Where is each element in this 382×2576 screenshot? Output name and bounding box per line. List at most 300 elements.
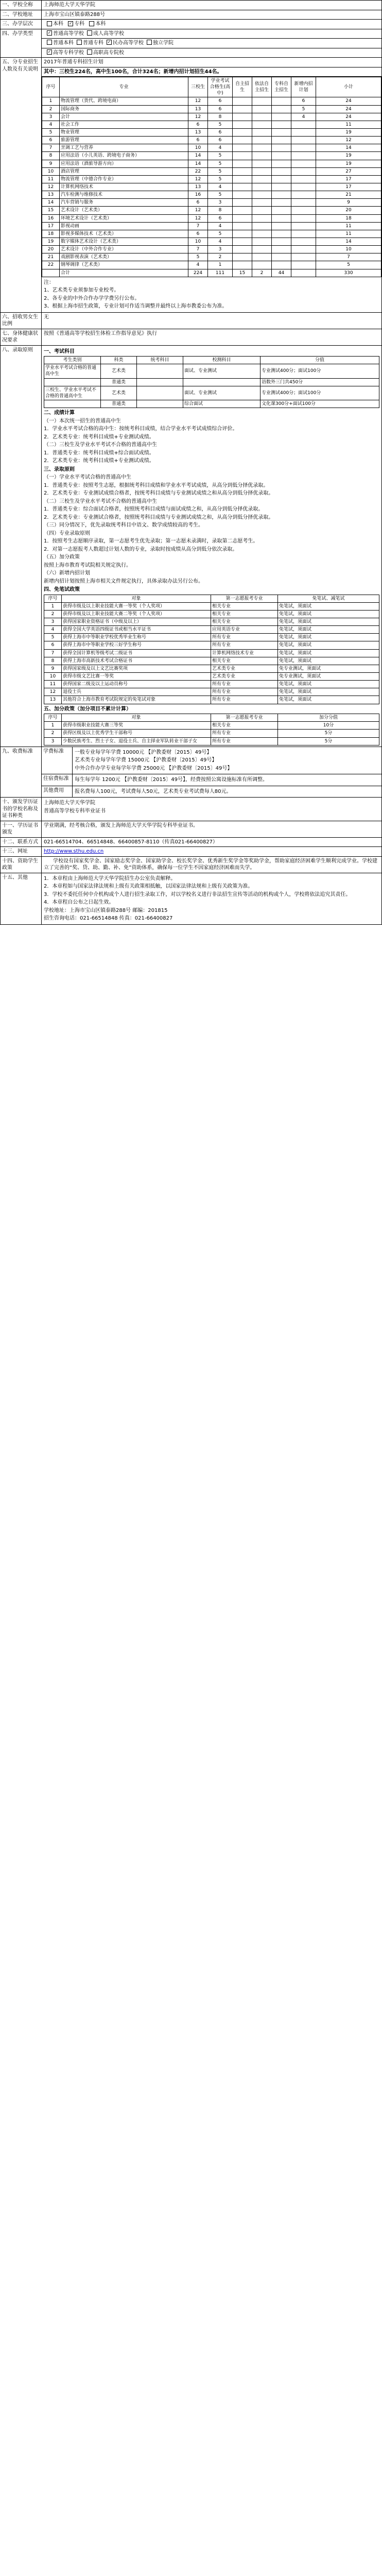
label: 四、办学类型: [1, 29, 42, 58]
section-school-address: [1, 10, 381, 20]
fee-row: [42, 786, 381, 798]
admission-content: [42, 346, 381, 747]
rule-line: （一）学业水平考试合格的普通高中生: [44, 474, 131, 481]
table-cell: 5分: [278, 730, 379, 737]
table-cell: [233, 261, 252, 269]
table-cell: [272, 113, 291, 121]
table-cell: [233, 167, 252, 175]
table-row: [44, 641, 379, 649]
rule-line: 1．普通类专业：按照考生志愿，根据统考科目成绩和学业水平考试成绩，从高分到低分择优录取。: [44, 482, 269, 488]
table-cell: 4: [208, 238, 233, 245]
table-cell: 4: [208, 144, 233, 152]
table-row: [42, 175, 381, 183]
table-cell: 旅游管理: [60, 137, 188, 144]
table-cell: 社会工作: [60, 121, 188, 128]
table-cell: 17: [42, 222, 60, 230]
table-cell: [233, 246, 252, 253]
checkbox-icon[interactable]: [47, 40, 52, 45]
table-cell: 14: [188, 152, 208, 160]
table-row: [42, 191, 381, 199]
option-label: 高等专科学校: [53, 49, 84, 56]
table-cell: 20: [42, 246, 60, 253]
table-cell: 16: [188, 191, 208, 199]
table-cell: 免笔试，须面试: [278, 641, 379, 649]
table-row: [44, 386, 379, 400]
table-cell: 文化课300分+面试100分: [261, 400, 379, 408]
table-cell: 艺术设计（中外合作专业）: [60, 246, 188, 253]
table-cell: 14: [316, 238, 381, 245]
table-cell: 44: [272, 269, 291, 277]
fee-line: 艺术类专业每学年学费 15000元 【沪教委财〔2015〕49号】: [75, 757, 217, 764]
table-cell: 1: [42, 97, 60, 105]
table-cell: 12: [188, 97, 208, 105]
table-cell: 烹调工艺与营养: [60, 144, 188, 152]
table-row: [42, 113, 381, 121]
table-cell: 影视多媒体技术（艺术类）: [60, 230, 188, 238]
table-cell: [291, 246, 316, 253]
rule-line: 二、成绩计算: [44, 410, 75, 416]
table-cell: 所有专业: [211, 696, 278, 704]
table-cell: [252, 183, 272, 191]
level-options: [42, 20, 381, 29]
table-cell: 7: [188, 222, 208, 230]
table-row: [42, 199, 381, 207]
table-cell: 所有专业: [211, 737, 278, 745]
table-cell: [233, 253, 252, 261]
table-cell: [291, 175, 316, 183]
fee-line: 中外合作办学专业每学年学费 25000元 【沪教委财〔2015〕49号】: [75, 765, 233, 771]
table-cell: 330: [316, 269, 381, 277]
table-cell: 4: [44, 626, 62, 634]
column-header: 分值: [261, 357, 379, 364]
table-cell: 2: [208, 253, 233, 261]
label: 七、身体健康状况要求: [1, 329, 42, 345]
table-row: [42, 137, 381, 144]
table-cell: [44, 378, 101, 386]
table-cell: [272, 183, 291, 191]
rule-paragraphs: [44, 410, 379, 585]
table-cell: [252, 199, 272, 207]
table-header-row: [44, 357, 379, 364]
table-cell: 12: [316, 137, 381, 144]
table-cell: [291, 214, 316, 222]
table-cell: [291, 144, 316, 152]
table-cell: [272, 246, 291, 253]
certificate-line: 普通高等学校专科毕业证书: [44, 808, 106, 814]
table-cell: 10分: [278, 722, 379, 730]
table-cell: 国际商务: [60, 105, 188, 113]
table-row: [44, 665, 379, 672]
label: 六、招收男女生比例: [1, 313, 42, 329]
plan-title: 2017年普通专科招生计划: [42, 58, 381, 67]
column-header: 第一志愿报考专业: [211, 595, 278, 602]
table-cell: [272, 152, 291, 160]
checkbox-icon[interactable]: [89, 21, 94, 26]
table-header-row: [44, 595, 379, 602]
column-header: 专科自主招生: [272, 77, 291, 97]
table-cell: 物业管理: [60, 128, 188, 136]
contact-phone: 021-66514704、66514848、66400857-8110（传真021-66400827）: [44, 839, 218, 845]
fee-label: 其他费用: [42, 786, 73, 798]
table-cell: 6: [208, 97, 233, 105]
table-cell: [252, 261, 272, 269]
table-cell: [233, 222, 252, 230]
table-row: [42, 253, 381, 261]
table-cell: [291, 191, 316, 199]
table-cell: 19: [42, 238, 60, 245]
table-cell: 免笔试，须面试: [278, 688, 379, 696]
table-cell: [291, 238, 316, 245]
rule-line: 2．艺术类专业：专业测试成绩合格者，按统考科目成绩与专业测试成绩之和从高分到低分择优录取。: [44, 490, 274, 497]
enrollment-table: [42, 77, 381, 277]
section-type: [1, 29, 381, 58]
table-cell: [233, 230, 252, 238]
table-row: [42, 183, 381, 191]
column-header: 三校生: [188, 77, 208, 97]
table-cell: 16: [42, 214, 60, 222]
table-cell: 少数民族考生、烈士子女、退役士兵、自主择业军队转业干部子女: [62, 737, 211, 745]
heading-exam-waiver: 四、免笔试政策: [44, 587, 80, 593]
table-cell: 应用英语专业: [211, 626, 278, 634]
table-row: [42, 261, 381, 269]
table-cell: 4: [208, 183, 233, 191]
checkbox-icon[interactable]: [77, 40, 82, 45]
table-cell: 10: [188, 144, 208, 152]
label: 十五、其他: [1, 873, 42, 924]
table-cell: 5: [208, 121, 233, 128]
table-row: [44, 378, 379, 386]
table-cell: 19: [316, 160, 381, 167]
bonus-table: [44, 714, 379, 745]
table-cell: 7: [42, 144, 60, 152]
table-cell: 6: [188, 137, 208, 144]
table-cell: 8: [42, 152, 60, 160]
table-cell: [252, 230, 272, 238]
fee-value: [73, 747, 381, 774]
table-row: [44, 681, 379, 688]
table-cell: 5: [208, 152, 233, 160]
waiver-table: [44, 595, 379, 704]
section-financial-aid: [1, 857, 381, 873]
table-cell: 免笔试，须面试: [278, 696, 379, 704]
table-cell: 12: [42, 183, 60, 191]
table-cell: 戏剧影视表演（艺术类）: [60, 253, 188, 261]
table-cell: 17: [316, 175, 381, 183]
table-cell: [233, 199, 252, 207]
table-cell: 普通类: [101, 378, 137, 386]
checkbox-icon[interactable]: [47, 21, 52, 26]
table-cell: 5: [291, 105, 316, 113]
table-cell: [272, 137, 291, 144]
table-cell: 应用法语（酒旅导游方向）: [60, 160, 188, 167]
table-cell: 影视动画: [60, 222, 188, 230]
value: 上海市宝山区镇泰路288号: [44, 11, 106, 18]
other-line: 4．本章程自公布之日起生效。: [44, 900, 114, 906]
table-cell: [233, 238, 252, 245]
option-label: 普通本科: [53, 40, 74, 46]
fee-content: [42, 747, 381, 798]
option-label: 成人高等学校: [93, 30, 124, 37]
table-row: [44, 688, 379, 696]
table-cell: 12: [44, 688, 62, 696]
table-cell: [291, 261, 316, 269]
table-cell: 22: [42, 261, 60, 269]
website-link[interactable]: http://www.sthu.edu.cn: [44, 849, 104, 855]
table-row: [42, 152, 381, 160]
table-cell: [137, 378, 183, 386]
table-row: [42, 246, 381, 253]
table-cell: 1: [44, 602, 62, 610]
table-cell: 5: [208, 167, 233, 175]
table-cell: [233, 113, 252, 121]
section-other: [1, 873, 381, 924]
table-cell: [272, 199, 291, 207]
table-cell: 6: [291, 97, 316, 105]
value: 学业期满，经考核合格，颁发上海师范大学天华学院专科毕业证书。: [44, 822, 198, 828]
table-cell: [252, 105, 272, 113]
table-cell: 17: [316, 183, 381, 191]
enrollment-content: [42, 58, 381, 312]
table-cell: 3: [44, 618, 62, 626]
label: 十一、学历证书颁发: [1, 821, 42, 837]
exam-table: [44, 356, 379, 408]
option-label: 高职高专院校: [93, 49, 124, 56]
table-cell: [291, 167, 316, 175]
table-cell: [252, 222, 272, 230]
table-row: [42, 97, 381, 105]
table-cell: 1: [208, 261, 233, 269]
table-cell: 免专业测试，须面试: [278, 673, 379, 681]
table-cell: 计算机网络技术: [60, 183, 188, 191]
checkbox-checked-icon[interactable]: ✓: [107, 40, 111, 44]
table-cell: 相关专业: [211, 602, 278, 610]
table-cell: 汽车检测与维修技术: [60, 191, 188, 199]
table-cell: 所有专业: [211, 688, 278, 696]
table-cell: [252, 207, 272, 214]
table-cell: 8: [208, 207, 233, 214]
table-cell: [272, 191, 291, 199]
table-cell: 5: [208, 191, 233, 199]
table-cell: 224: [188, 269, 208, 277]
type-row: [42, 48, 381, 58]
table-cell: 111: [208, 269, 233, 277]
table-cell: [272, 222, 291, 230]
table-row: [42, 230, 381, 238]
table-cell: [272, 214, 291, 222]
table-cell: 13: [188, 183, 208, 191]
table-cell: [272, 175, 291, 183]
table-cell: [272, 144, 291, 152]
table-cell: 20: [316, 207, 381, 214]
rule-line: （六）新增内招计划: [44, 570, 90, 577]
table-cell: 获得国家二级及以上运动员称号: [62, 681, 211, 688]
rule-line: 2．艺术类专业：专业测试合格者，按照统考科目成绩与专业测试成绩之和，从高分到低分择优录取。: [44, 514, 274, 520]
table-cell: [233, 144, 252, 152]
table-row: [42, 222, 381, 230]
rule-line: 2．对第一志愿报考人数超过计划人数的专业，录取时按成绩从高分到低分依次录取。: [44, 546, 238, 552]
table-cell: [272, 105, 291, 113]
section-enrollment-plan: [1, 58, 381, 313]
table-cell: 获得全国计算机等级考试二级证书: [62, 649, 211, 657]
table-cell: 2: [42, 105, 60, 113]
label: 十四、资助学生政策: [1, 857, 42, 873]
table-row: [44, 696, 379, 704]
table-cell: [272, 238, 291, 245]
table-cell: [252, 175, 272, 183]
table-cell: 10: [44, 673, 62, 681]
table-cell: [252, 144, 272, 152]
table-cell: 所有专业: [211, 641, 278, 649]
table-cell: [252, 113, 272, 121]
label: 三、办学层次: [1, 20, 42, 29]
table-cell: 27: [316, 167, 381, 175]
table-cell: 6: [44, 641, 62, 649]
table-row: [42, 269, 381, 277]
table-cell: 获得国家级及以上文艺比赛奖项: [62, 665, 211, 672]
table-cell: [272, 97, 291, 105]
table-cell: 免笔试，须面试: [278, 634, 379, 641]
table-cell: 6: [188, 121, 208, 128]
table-cell: 5: [42, 128, 60, 136]
section-level: [1, 20, 381, 29]
table-cell: [291, 207, 316, 214]
label: 八、录取原则: [1, 346, 42, 747]
table-cell: 15: [42, 207, 60, 214]
table-row: [42, 121, 381, 128]
table-cell: 相关专业: [211, 610, 278, 618]
table-cell: 获得上海市高新技术考试合格证书: [62, 657, 211, 665]
label: 十二、联系方式: [1, 838, 42, 847]
option-label: 独立学院: [153, 40, 173, 46]
table-cell: 15: [233, 269, 252, 277]
rule-line: （三）同分情况下，优先录取统考科目中语文、数学成绩较高的考生。: [44, 522, 203, 529]
fee-row: [42, 747, 381, 775]
table-row: [44, 364, 379, 378]
value: 上海师范大学天华学院: [44, 2, 95, 8]
checkbox-checked-icon[interactable]: ✓: [47, 49, 51, 54]
table-cell: 11: [42, 175, 60, 183]
checkbox-icon[interactable]: [147, 40, 152, 45]
note-line: 1、艺术类专业须参加专业校考。: [44, 287, 119, 294]
column-header: 校测科目: [183, 357, 261, 364]
table-cell: 3: [208, 199, 233, 207]
table-cell: [291, 128, 316, 136]
column-header: 科类: [101, 357, 137, 364]
table-cell: 6: [188, 199, 208, 207]
table-cell: [291, 183, 316, 191]
table-cell: 11: [44, 681, 62, 688]
table-cell: [233, 183, 252, 191]
table-cell: 4: [188, 261, 208, 269]
table-cell: 艺术类专业: [211, 673, 278, 681]
rule-line: 2．艺术类专业：统考科目成绩+专业测试成绩。: [44, 434, 154, 440]
table-header-row: [44, 714, 379, 722]
table-cell: 24: [316, 113, 381, 121]
table-cell: 6: [208, 128, 233, 136]
checkbox-checked-icon[interactable]: ✓: [68, 21, 73, 26]
table-cell: 获得全国大学英语四级证书或相当水平证书: [62, 626, 211, 634]
section-certificate-issue: [1, 821, 381, 838]
table-cell: 6: [42, 137, 60, 144]
column-header: 免笔试、减笔试: [278, 595, 379, 602]
table-cell: [272, 128, 291, 136]
table-cell: 13: [44, 696, 62, 704]
option-label: 本科: [95, 21, 106, 27]
section-certificate: [1, 798, 381, 821]
table-cell: [233, 152, 252, 160]
column-header: 加分分值: [278, 714, 379, 722]
other-line: 3．学校不委托任何中介机构或个人进行招生录取工作，对以学校名义进行非法招生宣传等活动的机构或个人，学校将依法追究其责任。: [44, 891, 351, 897]
table-cell: [252, 152, 272, 160]
note-line: 注：: [44, 279, 54, 285]
other-content: [42, 873, 381, 924]
table-cell: [42, 269, 60, 277]
label: 二、学校地址: [1, 10, 42, 20]
table-cell: [272, 121, 291, 128]
checkbox-checked-icon[interactable]: ✓: [47, 30, 51, 35]
table-cell: 11: [316, 121, 381, 128]
plan-notes: [42, 277, 381, 312]
table-cell: [291, 269, 316, 277]
checkbox-icon[interactable]: [87, 30, 92, 36]
option-label: 本科: [53, 21, 63, 27]
table-cell: 汽车营销与服务: [60, 199, 188, 207]
table-cell: 三校生、学业水平考试不合格的普通高中生: [44, 386, 101, 400]
table-row: [44, 626, 379, 634]
table-cell: [252, 238, 272, 245]
table-cell: 面试、专业测试: [183, 364, 261, 378]
table-cell: [291, 160, 316, 167]
option-label: 普通高等学校: [53, 30, 84, 37]
table-cell: 11: [316, 222, 381, 230]
table-cell: 4: [42, 121, 60, 128]
rule-line: 2．艺术类专业：统考科目成绩+专业测试成绩。: [44, 458, 154, 464]
label: 十、颁发学历证书的学校名称及证书种类: [1, 798, 42, 821]
table-cell: [252, 97, 272, 105]
table-cell: 获得上海市中等职业学校三好学生称号: [62, 641, 211, 649]
table-row: [42, 238, 381, 245]
rule-line: （二）三校生及学业水平考试不合格的普通高中生: [44, 442, 157, 448]
table-cell: [291, 121, 316, 128]
column-header: 序号: [42, 77, 60, 97]
table-cell: 语数外三门共450分: [261, 378, 379, 386]
label: 五、分专业招生人数及有关说明: [1, 58, 42, 312]
fee-label: 学费标准: [42, 747, 73, 774]
table-cell: 免笔试，须面试: [278, 681, 379, 688]
table-cell: [291, 253, 316, 261]
checkbox-icon[interactable]: [87, 49, 92, 55]
column-header: 对象: [62, 595, 211, 602]
table-cell: [252, 246, 272, 253]
table-cell: 相关专业: [211, 722, 278, 730]
label: 十三、网址: [1, 847, 42, 856]
table-cell: [272, 261, 291, 269]
table-cell: [233, 191, 252, 199]
table-cell: 艺术类专业: [211, 665, 278, 672]
table-row: [44, 722, 379, 730]
table-cell: 12: [188, 207, 208, 214]
table-cell: 12: [188, 113, 208, 121]
table-cell: 免笔试，须面试: [278, 610, 379, 618]
table-cell: 5: [208, 175, 233, 183]
table-cell: 艺术类: [101, 386, 137, 400]
table-cell: 2: [252, 269, 272, 277]
table-cell: [291, 222, 316, 230]
table-row: [42, 160, 381, 167]
table-cell: 酒店管理: [60, 167, 188, 175]
table-cell: 5分: [278, 737, 379, 745]
table-cell: 获得市级及以上职业技能大赛一等奖（个人奖项）: [62, 602, 211, 610]
